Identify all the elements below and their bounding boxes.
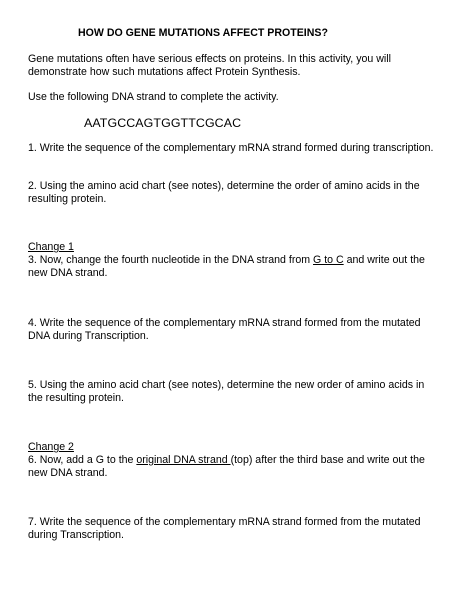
question-3-underlined: G to C	[313, 254, 344, 266]
question-7-line-1: 7. Write the sequence of the complementary mRNA strand formed from the mutated	[28, 516, 421, 528]
question-3-line-1	[28, 254, 425, 267]
question-3-post: and write out the	[343, 254, 425, 266]
instruction-text: Use the following DNA strand to complete the activity.	[28, 91, 279, 103]
dna-strand: AATGCCAGTGGTTCGCAC	[84, 116, 242, 130]
intro-line-1: Gene mutations often have serious effects on proteins. In this activity, you will	[28, 53, 391, 65]
question-5-line-2: the resulting protein.	[28, 392, 124, 404]
question-6-post: (top) after the third base and write out the	[230, 454, 425, 466]
question-2-line-1: 2. Using the amino acid chart (see notes), determine the order of amino acids in the	[28, 180, 420, 192]
question-1: 1. Write the sequence of the complementary mRNA strand formed during transcription.	[28, 142, 434, 154]
question-6-line-2: new DNA strand.	[28, 467, 108, 479]
question-3-line-2: new DNA strand.	[28, 267, 108, 279]
question-2-line-2: resulting protein.	[28, 193, 107, 205]
page-title: HOW DO GENE MUTATIONS AFFECT PROTEINS?	[78, 27, 328, 39]
intro-line-2: demonstrate how such mutations affect Protein Synthesis.	[28, 66, 301, 78]
question-5-line-1: 5. Using the amino acid chart (see notes), determine the new order of amino acids in	[28, 379, 425, 391]
question-3-pre: 3. Now, change the fourth nucleotide in the DNA strand from	[28, 254, 314, 266]
question-6-pre: 6. Now, add a G to the	[28, 454, 137, 466]
change-2-heading: Change 2	[28, 441, 74, 453]
change-1-heading: Change 1	[28, 241, 74, 253]
question-7-line-2: during Transcription.	[28, 529, 124, 541]
question-6-line-1	[28, 454, 425, 467]
question-4-line-1: 4. Write the sequence of the complementary mRNA strand formed from the mutated	[28, 317, 421, 329]
question-4-line-2: DNA during Transcription.	[28, 330, 149, 342]
question-6-underlined: original DNA strand	[136, 454, 231, 466]
